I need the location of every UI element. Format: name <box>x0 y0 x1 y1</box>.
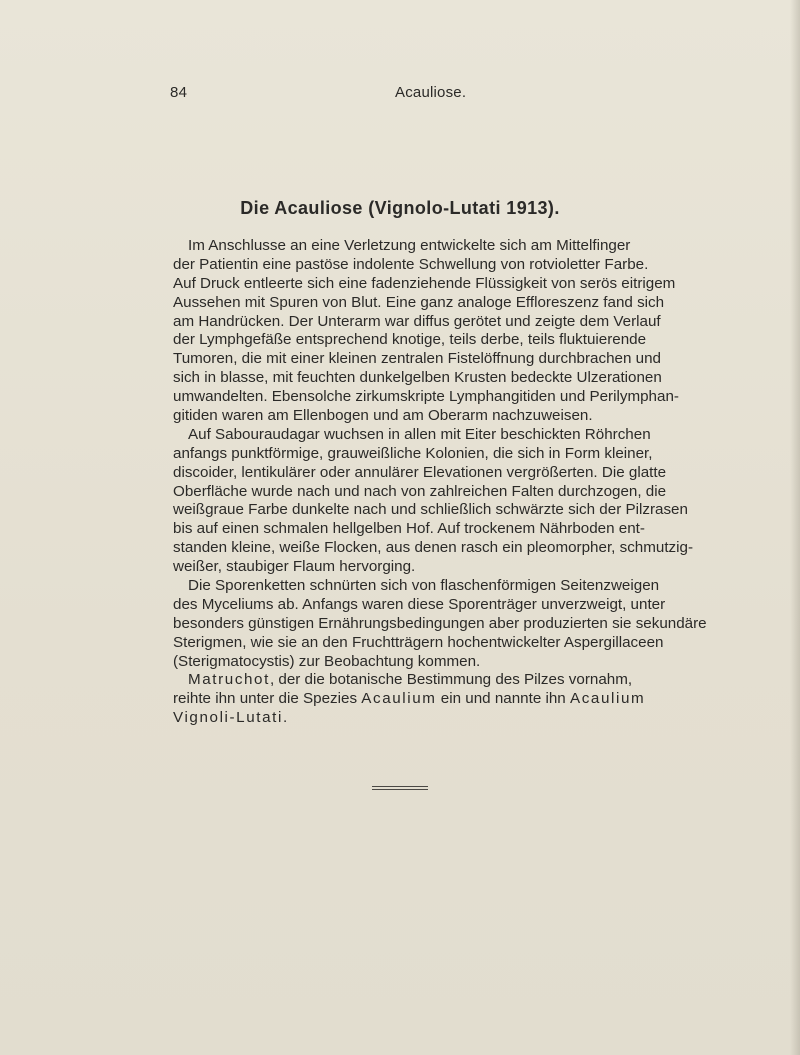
text-line: bis auf einen schmalen hellgelben Hof. Auf trockenem Nährboden ent- <box>173 520 645 538</box>
text-line: Aussehen mit Spuren von Blut. Eine ganz analoge Effloreszenz fand sich <box>173 293 665 311</box>
text-line: weißgraue Farbe dunkelte nach und schließlich schwärzte sich der Pilzrasen <box>173 501 688 519</box>
text-line: gitiden waren am Ellenbogen und am Oberarm nachzuweisen. <box>173 407 593 425</box>
text-line: Auf Druck entleerte sich eine fadenziehende Flüssigkeit von serös eitrigem <box>173 274 676 292</box>
text-line: standen kleine, weiße Flocken, aus denen rasch ein pleomorpher, schmutzig- <box>173 539 694 557</box>
text-line: Im Anschlusse an eine Verletzung entwickelte sich am Mittelfinger <box>188 237 631 254</box>
species-name: Vignoli-Lutati <box>173 709 283 727</box>
text-line <box>173 671 633 690</box>
section-heading: Die Acauliose (Vignolo-Lutati 1913). <box>240 198 560 218</box>
text-line: Sterigmen, wie sie an den Fruchtträgern hochentwickelter Aspergillaceen <box>173 633 664 651</box>
divider-rule <box>372 786 428 787</box>
text-run: , der die botanische Bestimmung des Pilzes vornahm, <box>269 671 633 689</box>
text-line: weißer, staubiger Flaum hervorging. <box>173 558 416 576</box>
genus-name: Acaulium <box>361 690 437 708</box>
page-edge-shadow <box>790 0 800 1055</box>
text-run: . <box>282 709 288 727</box>
divider-rule <box>372 789 428 790</box>
text-line: Tumoren, die mit einer kleinen zentralen Fistelöffnung durchbrachen und <box>173 350 661 368</box>
page-number: 84 <box>170 84 188 101</box>
running-title: Acauliose. <box>395 84 467 101</box>
body-text <box>173 237 707 728</box>
text-run: ein und nannte ihn <box>436 690 570 708</box>
text-run: reihte ihn unter die Spezies <box>173 690 362 708</box>
text-line: am Handrücken. Der Unterarm war diffus gerötet und zeigte dem Verlauf <box>173 312 661 330</box>
author-name: Matruchot <box>188 671 270 689</box>
running-head <box>170 84 630 106</box>
text-line: besonders günstigen Ernährungsbedingungen aber produzierten sie sekundäre <box>173 614 707 632</box>
text-line: anfangs punktförmige, grauweißliche Kolonien, die sich in Form kleiner, <box>173 444 653 462</box>
text-line: discoider, lentikulärer oder annulärer Elevationen vergrößerten. Die glatte <box>173 463 667 481</box>
text-line: sich in blasse, mit feuchten dunkelgelben Krusten bedeckte Ulzerationen <box>173 369 662 387</box>
text-line: der Patientin eine pastöse indolente Schwellung von rotvioletter Farbe. <box>173 255 649 273</box>
text-line: Die Sporenketten schnürten sich von flaschenförmigen Seitenzweigen <box>188 577 660 595</box>
text-line <box>173 690 646 709</box>
text-line: Auf Sabouraudagar wuchsen in allen mit Eiter beschickten Röhrchen <box>188 425 651 443</box>
text-line: umwandelten. Ebensolche zirkumskripte Lymphangitiden und Perilymphan- <box>173 388 679 406</box>
text-line: (Sterigmatocystis) zur Beobachtung kommen. <box>173 652 481 670</box>
text-line: des Myceliums ab. Anfangs waren diese Sporenträger unverzweigt, unter <box>173 595 666 613</box>
genus-name: Acaulium <box>569 690 646 708</box>
text-line <box>173 709 625 728</box>
text-line: der Lymphgefäße entsprechend knotige, teils derbe, teils fluktuierende <box>173 331 647 349</box>
text-line: Oberfläche wurde nach und nach von zahlreichen Falten durchzogen, die <box>173 482 667 500</box>
